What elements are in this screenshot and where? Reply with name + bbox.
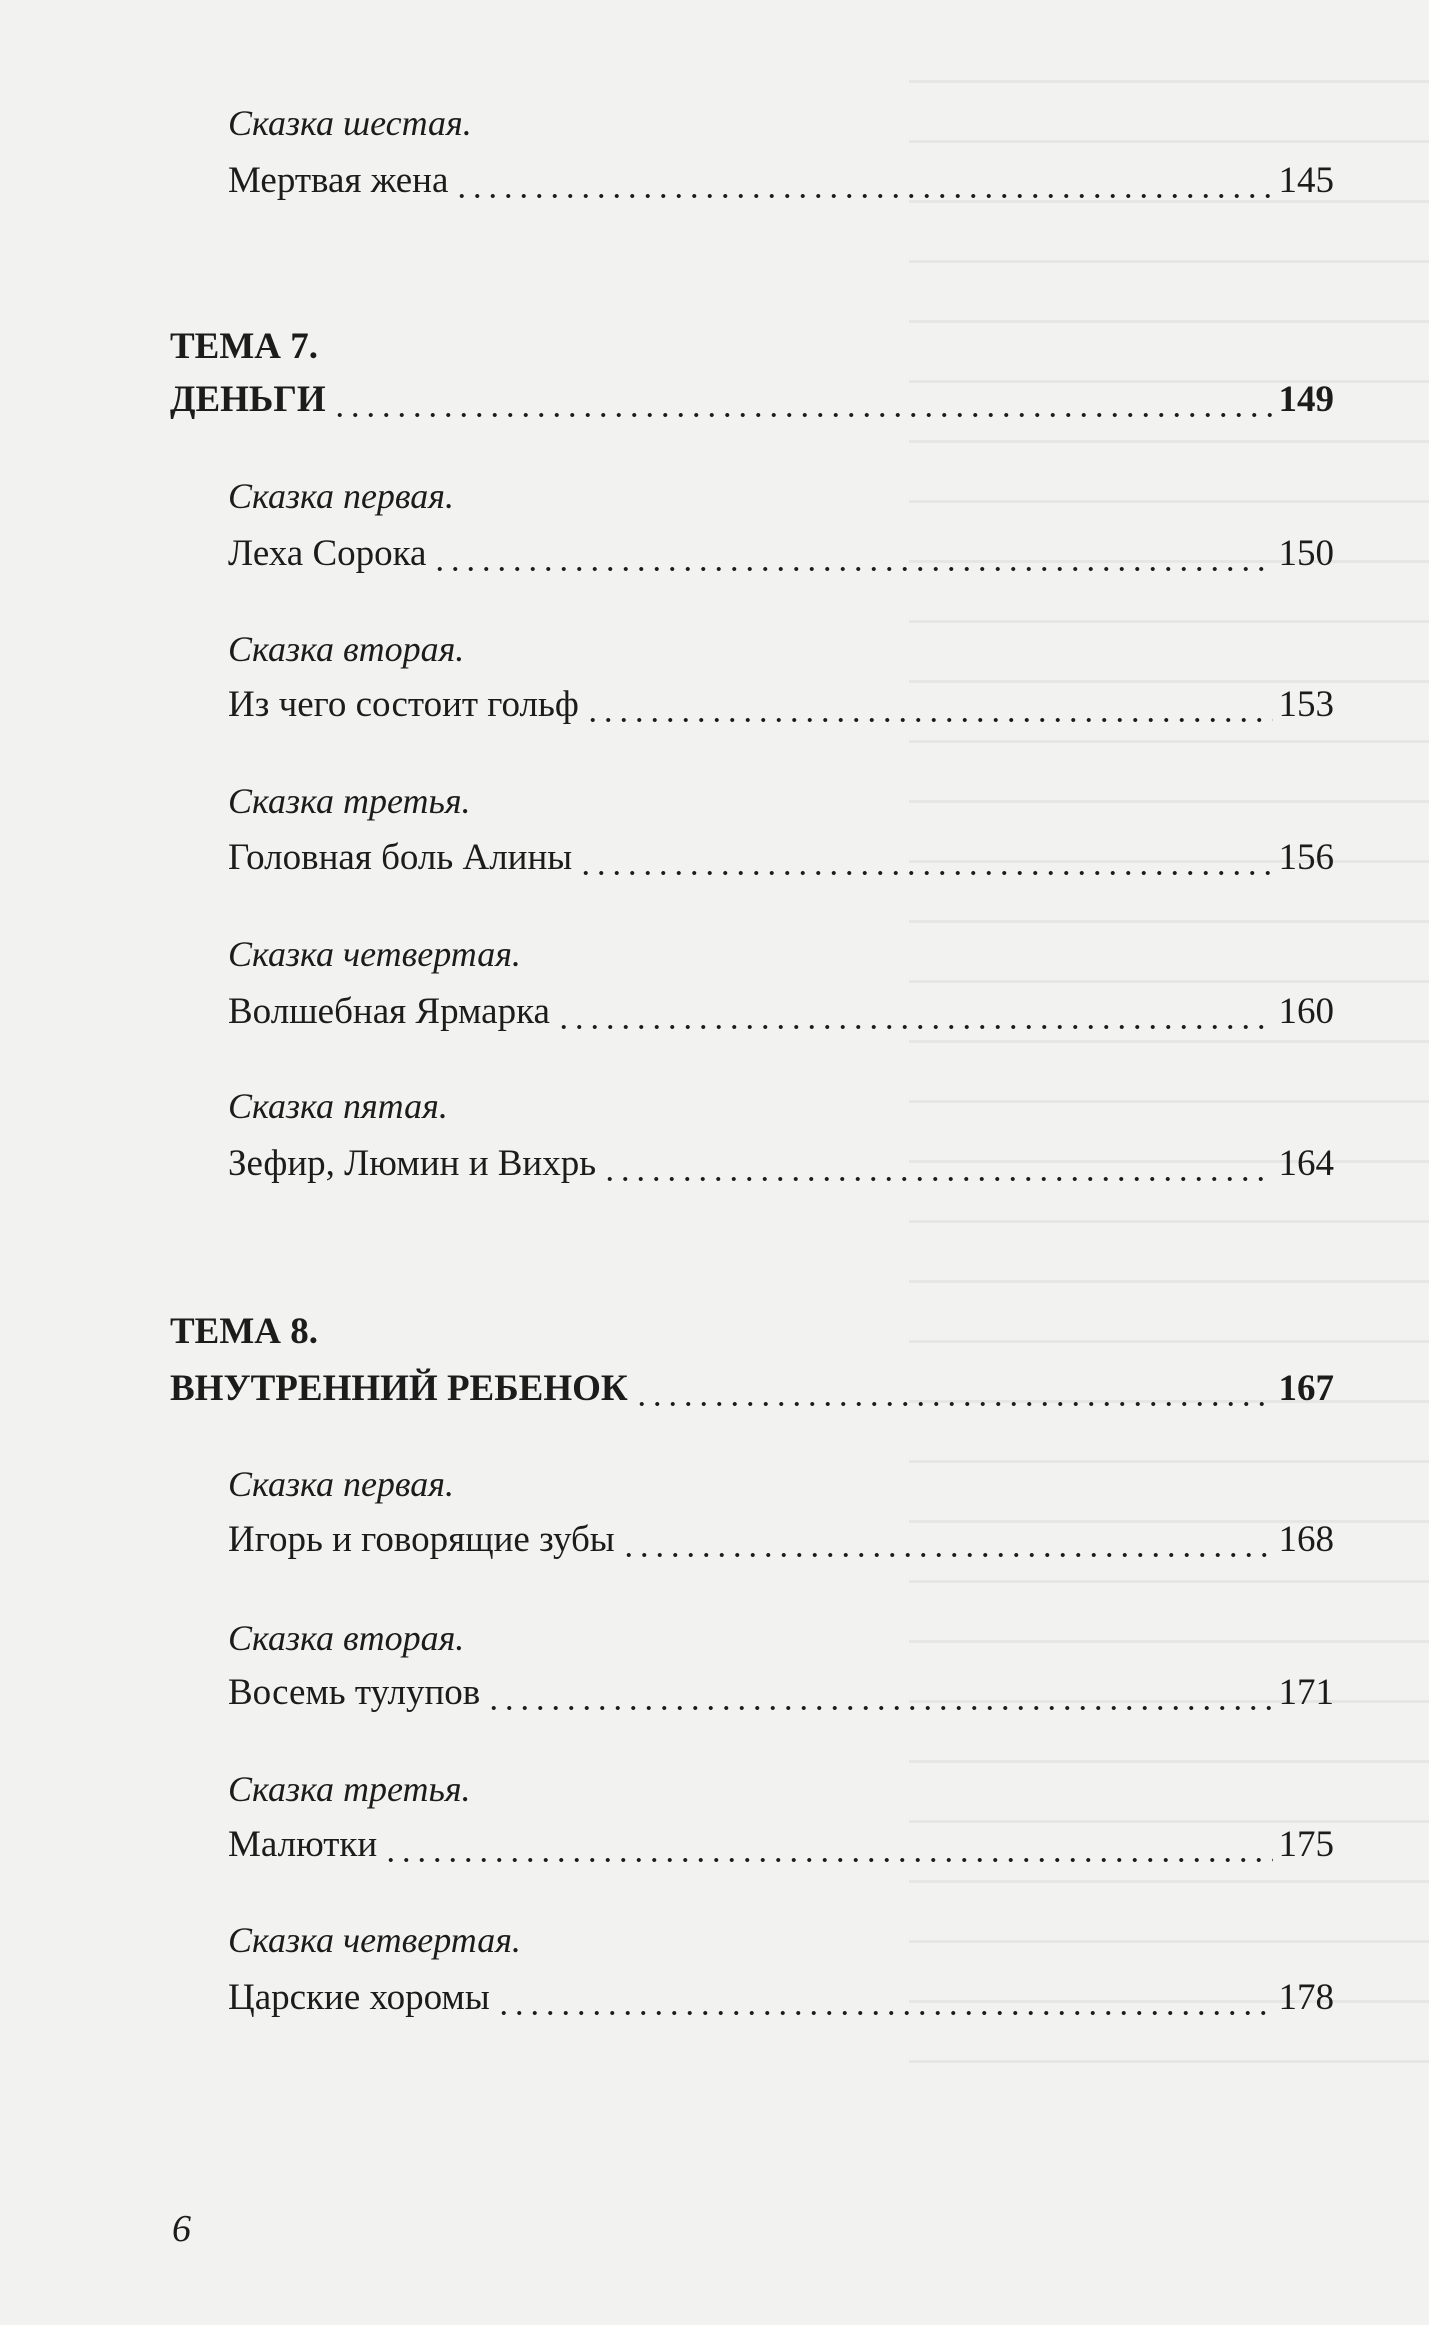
toc-entry[interactable]	[228, 1141, 1334, 1187]
tale-subtitle: Сказка вторая.	[228, 1618, 465, 1658]
toc-entry[interactable]	[228, 835, 1334, 881]
entry-page: 168	[1278, 1519, 1334, 1560]
dot-leader	[496, 1975, 1273, 2021]
entry-title: Мертвая жена	[228, 160, 449, 201]
entry-page: 160	[1278, 991, 1334, 1032]
entry-page: 167	[1278, 1368, 1334, 1409]
theme-heading: ТЕМА 7.	[170, 326, 318, 367]
entry-title: Из чего состоит гольф	[228, 684, 579, 725]
entry-title: Игорь и говорящие зубы	[228, 1519, 615, 1560]
entry-title: Зефир, Люмин и Вихрь	[228, 1143, 597, 1184]
entry-page: 171	[1278, 1672, 1334, 1713]
tale-subtitle: Сказка первая.	[228, 1464, 455, 1504]
dot-leader	[578, 835, 1272, 881]
page-number: 6	[172, 2208, 191, 2250]
entry-page: 145	[1278, 160, 1334, 201]
toc-entry[interactable]	[228, 1517, 1334, 1563]
dot-leader	[621, 1517, 1273, 1563]
dot-leader	[432, 531, 1272, 577]
toc-entry[interactable]	[228, 682, 1334, 728]
tale-subtitle: Сказка вторая.	[228, 629, 465, 669]
entry-title: ДЕНЬГИ	[170, 379, 326, 420]
dot-leader	[383, 1822, 1272, 1868]
tale-subtitle: Сказка третья.	[228, 781, 471, 821]
tale-subtitle: Сказка третья.	[228, 1769, 471, 1809]
toc-entry[interactable]	[228, 1975, 1334, 2021]
dot-leader	[454, 158, 1272, 204]
tale-subtitle: Сказка четвертая.	[228, 1920, 521, 1960]
tale-subtitle: Сказка первая.	[228, 476, 455, 516]
dot-leader	[556, 989, 1273, 1035]
entry-title: Волшебная Ярмарка	[228, 991, 550, 1032]
entry-page: 164	[1278, 1143, 1334, 1184]
toc-entry[interactable]	[228, 989, 1334, 1035]
dot-leader	[602, 1141, 1272, 1187]
entry-page: 150	[1278, 533, 1334, 574]
dot-leader	[332, 377, 1273, 423]
toc-entry[interactable]	[170, 377, 1334, 423]
toc-entry[interactable]	[228, 158, 1334, 204]
entry-title: Леха Сорока	[228, 533, 427, 574]
dot-leader	[486, 1670, 1272, 1716]
tale-subtitle: Сказка четвертая.	[228, 934, 521, 974]
toc-entry[interactable]	[170, 1366, 1334, 1412]
entry-title: Головная боль Алины	[228, 837, 573, 878]
dot-leader	[634, 1366, 1273, 1412]
entry-title: Царские хоромы	[228, 1977, 490, 2018]
tale-subtitle: Сказка пятая.	[228, 1086, 448, 1126]
toc-entry[interactable]	[228, 1670, 1334, 1716]
entry-page: 149	[1278, 379, 1334, 420]
entry-title: Малютки	[228, 1824, 378, 1865]
entry-page: 153	[1278, 684, 1334, 725]
entry-page: 175	[1278, 1824, 1334, 1865]
entry-title: Восемь тулупов	[228, 1672, 481, 1713]
toc-entry[interactable]	[228, 531, 1334, 577]
dot-leader	[585, 682, 1273, 728]
tale-subtitle: Сказка шестая.	[228, 103, 472, 143]
entry-page: 178	[1278, 1977, 1334, 2018]
theme-heading: ТЕМА 8.	[170, 1311, 318, 1352]
entry-page: 156	[1278, 837, 1334, 878]
entry-title: ВНУТРЕННИЙ РЕБЕНОК	[170, 1368, 628, 1409]
toc-entry[interactable]	[228, 1822, 1334, 1868]
